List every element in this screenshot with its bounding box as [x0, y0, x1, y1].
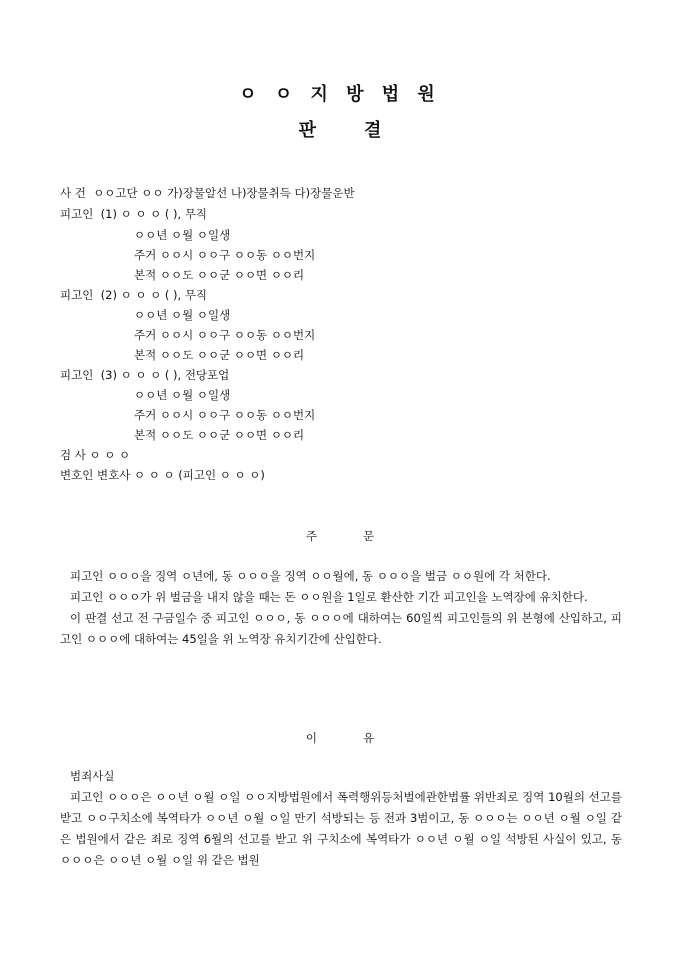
order-heading-2: 문 — [363, 529, 375, 543]
order-paragraph: 피고인 ㅇㅇㅇ을 징역 ㅇ년에, 동 ㅇㅇㅇ을 징역 ㅇㅇ월에, 동 ㅇㅇㅇ을 벌금 ㅇㅇ원에 각 처한다. — [70, 569, 551, 583]
order-heading — [0, 528, 680, 544]
defendant-3-origin: 본적 ㅇㅇ도 ㅇㅇ군 ㅇㅇ면 ㅇㅇ리 — [134, 428, 305, 442]
defendant-2-name-line — [60, 287, 207, 303]
defendant-1-birth: ㅇㅇ년 ㅇ월 ㅇ일생 — [134, 228, 231, 242]
order-heading-1: 주 — [305, 529, 317, 543]
defendant-3-address: 주거 ㅇㅇ시 ㅇㅇ구 ㅇㅇ동 ㅇㅇ번지 — [134, 408, 316, 422]
reason-heading-1: 이 — [305, 731, 317, 745]
defendant-2-address: 주거 ㅇㅇ시 ㅇㅇ구 ㅇㅇ동 ㅇㅇ번지 — [134, 328, 316, 342]
defendant-label: 피고인 — [60, 368, 94, 382]
document-title — [0, 116, 680, 142]
reason-heading — [0, 730, 680, 746]
case-label: 사 건 — [60, 186, 86, 200]
title-part-1: 판 — [298, 120, 316, 141]
defendant-label: 피고인 — [60, 207, 94, 221]
defendant-2-birth: ㅇㅇ년 ㅇ월 ㅇ일생 — [134, 308, 231, 322]
defendant-3-birth: ㅇㅇ년 ㅇ월 ㅇ일생 — [134, 388, 231, 402]
order-body — [60, 566, 622, 650]
defendant-1-origin: 본적 ㅇㅇ도 ㅇㅇ군 ㅇㅇ면 ㅇㅇ리 — [134, 268, 305, 282]
court-name: ㅇ ㅇ 지 방 법 원 — [239, 84, 441, 105]
defendant-label: 피고인 — [60, 288, 94, 302]
title-part-2: 결 — [364, 120, 382, 141]
defendant-1-address: 주거 ㅇㅇ시 ㅇㅇ구 ㅇㅇ동 ㅇㅇ번지 — [134, 248, 316, 262]
defendant-name: (1) ㅇ ㅇ ㅇ ( ), 무직 — [100, 207, 208, 221]
defendant-1-name-line — [60, 206, 207, 222]
prosecutor-line: 검 사 ㅇ ㅇ ㅇ — [60, 448, 131, 462]
defendant-3-name-line — [60, 367, 229, 383]
defendant-2-origin: 본적 ㅇㅇ도 ㅇㅇ군 ㅇㅇ면 ㅇㅇ리 — [134, 348, 305, 362]
reason-heading-2: 유 — [363, 731, 375, 745]
reason-paragraph: 피고인 ㅇㅇㅇ은 ㅇㅇ년 ㅇ월 ㅇ일 ㅇㅇ지방법원에서 폭력행위등처벌에관한법률 위반죄로 징역 10월의 선고를 받고 ㅇㅇ구치소에 복역타가 ㅇㅇ년 ㅇ월 ㅇ일 만기 석방되는 등 전과 3범이고, 동 ㅇㅇㅇ는 ㅇㅇ년 ㅇ월 ㅇ일 같은 법원에서 같은 죄로 징역 6월의 선고를 받고 위 구치소에 복역타가 ㅇㅇ년 ㅇ월 ㅇ일 석방된 사실이 있고, 동 ㅇㅇㅇ은 ㅇㅇ년 ㅇ월 ㅇ일 위 같은 법원 — [60, 790, 622, 867]
order-paragraph: 이 판결 선고 전 구금일수 중 피고인 ㅇㅇㅇ, 동 ㅇㅇㅇ에 대하여는 60일씩 피고인들의 위 본형에 산입하고, 피고인 ㅇㅇㅇ에 대하여는 45일을 위 노역장 유치기간에 산입한다. — [60, 611, 622, 646]
order-paragraph: 피고인 ㅇㅇㅇ가 위 벌금을 내지 않을 때는 돈 ㅇㅇ원을 1일로 환산한 기간 피고인을 노역장에 유치한다. — [70, 590, 588, 604]
case-line — [60, 185, 355, 201]
reason-body — [60, 787, 622, 871]
defendant-name: (3) ㅇ ㅇ ㅇ ( ), 전당포업 — [100, 368, 230, 382]
defendant-name: (2) ㅇ ㅇ ㅇ ( ), 무직 — [100, 288, 208, 302]
crime-facts-subheading: 범죄사실 — [70, 769, 115, 783]
case-text: ㅇㅇ고단 ㅇㅇ 가)장물알선 나)장물취득 다)장물운반 — [93, 186, 355, 200]
counsel-line: 변호인 변호사 ㅇ ㅇ ㅇ (피고인 ㅇ ㅇ ㅇ) — [60, 468, 265, 482]
